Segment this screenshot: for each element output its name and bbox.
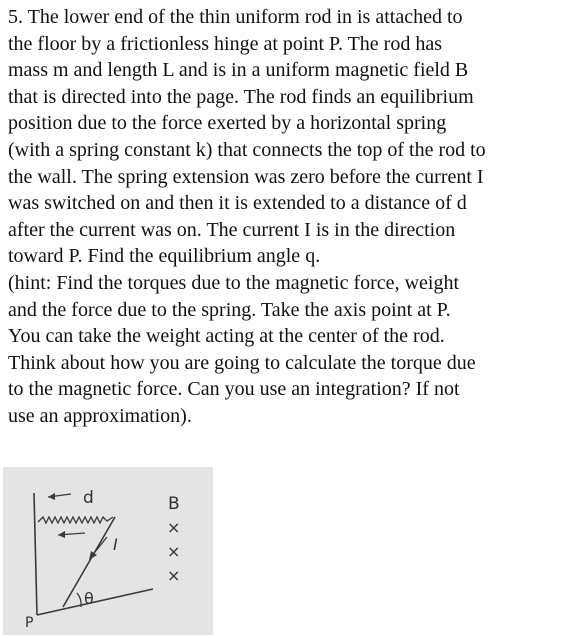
- field-mark-1: ×: [167, 518, 181, 537]
- problem-line-6: (with a spring constant k) that connects the top of the rod to: [8, 138, 486, 161]
- problem-line-14: Think about how you are going to calculate the torque due: [8, 351, 476, 374]
- label-d: d: [83, 488, 94, 508]
- problem-line-12: and the force due to the spring. Take the axis point at P.: [8, 298, 451, 321]
- problem-line-11: (hint: Find the torques due to the magnetic force, weight: [8, 271, 459, 294]
- problem-line-3: mass m and length L and is in a uniform magnetic field B: [8, 59, 469, 82]
- problem-line-7: the wall. The spring extension was zero before the current I: [8, 165, 484, 188]
- problem-line-16: use an approximation).: [8, 404, 192, 427]
- label-current: I: [113, 535, 118, 554]
- problem-line-13: You can take the weight acting at the center of the rod.: [8, 325, 445, 348]
- hand-drawn-figure: [3, 467, 213, 635]
- spring-force-arrow-head: [58, 531, 65, 538]
- wall-line: [34, 493, 37, 615]
- field-mark-3: ×: [167, 566, 181, 585]
- floor-line: [37, 589, 153, 615]
- problem-line-4: that is directed into the page. The rod finds an equilibrium: [8, 85, 474, 108]
- problem-line-2: the floor by a frictionless hinge at point P. The rod has: [8, 32, 442, 55]
- label-b: B: [168, 494, 180, 514]
- figure-sketch: [3, 467, 213, 635]
- label-p: P: [25, 615, 34, 631]
- spring-coil: [38, 517, 113, 523]
- field-mark-2: ×: [167, 542, 181, 561]
- problem-line-10: toward P. Find the equilibrium angle q.: [8, 245, 321, 268]
- label-theta: θ: [84, 589, 94, 608]
- problem-line-9: after the current was on. The current I is in the direction: [8, 218, 456, 241]
- problem-line-1: 5. The lower end of the thin uniform rod in is attached to: [8, 6, 463, 28]
- problem-text: [8, 4, 568, 430]
- problem-line-15: to the magnetic force. Can you use an integration? If not: [8, 378, 460, 401]
- problem-line-8: was switched on and then it is extended to a distance of d: [8, 192, 467, 215]
- problem-line-5: position due to the force exerted by a horizontal spring: [8, 112, 447, 135]
- current-arrow-head: [89, 551, 97, 560]
- d-arrow-head: [48, 493, 55, 500]
